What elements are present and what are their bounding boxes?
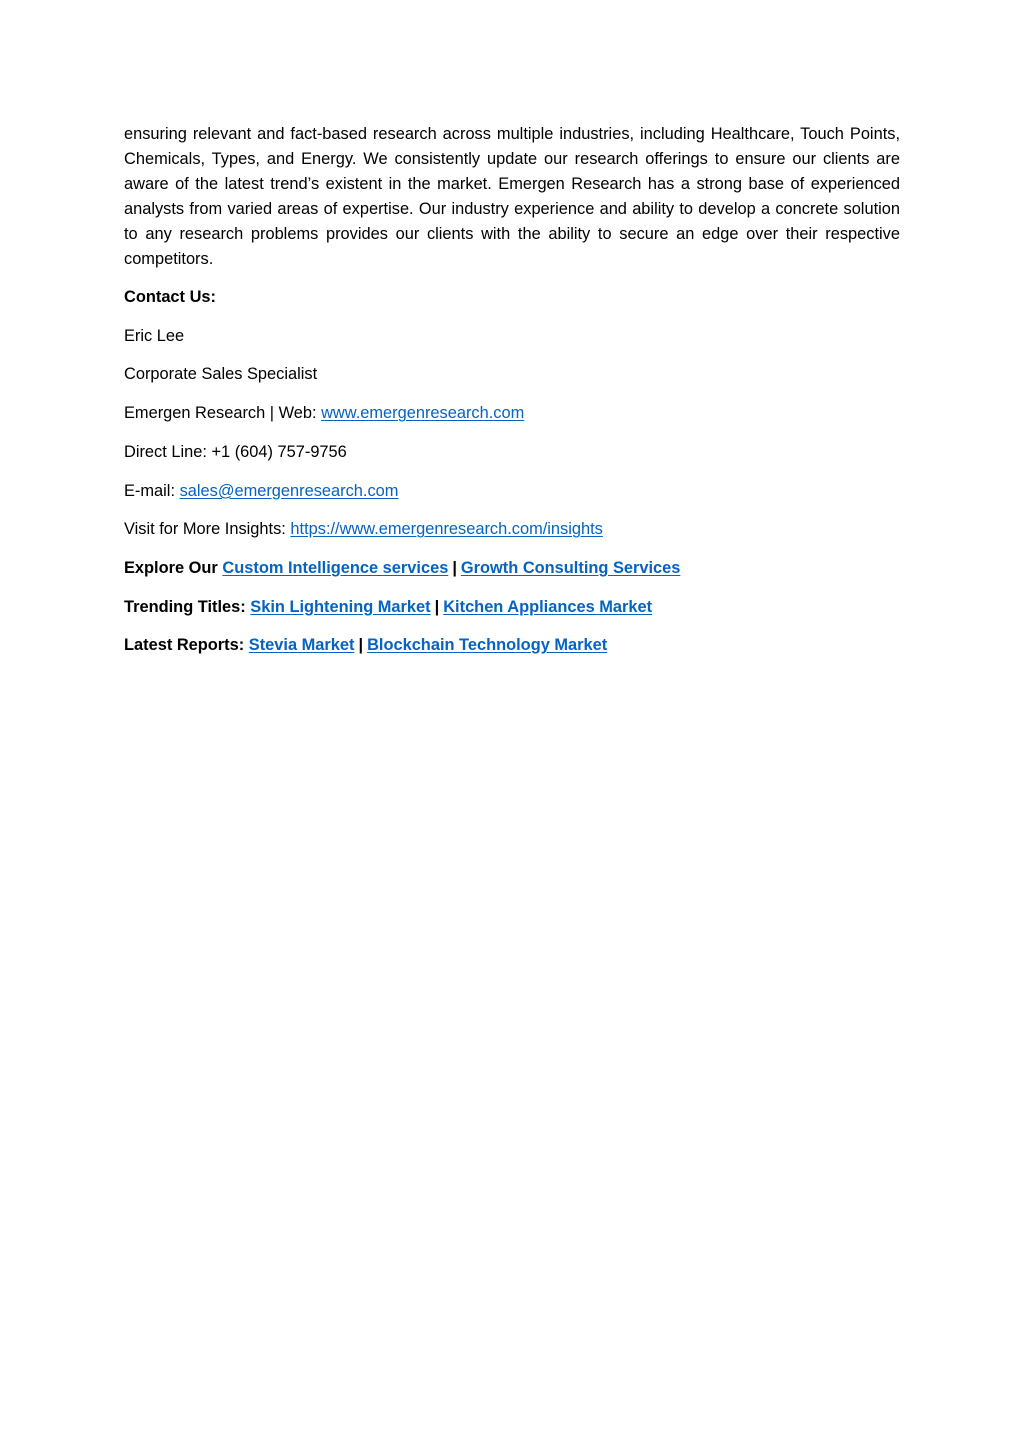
separator: |: [434, 597, 440, 616]
insights-prefix: Visit for More Insights:: [124, 520, 291, 539]
web-line: [124, 401, 900, 427]
document-body: [124, 122, 900, 672]
skin-lightening-link[interactable]: Skin Lightening Market: [250, 597, 431, 616]
contact-title: Corporate Sales Specialist: [124, 365, 318, 384]
blockchain-technology-link[interactable]: Blockchain Technology Market: [367, 636, 608, 655]
contact-heading: Contact Us:: [124, 288, 216, 306]
separator: |: [452, 558, 457, 577]
separator: |: [358, 636, 364, 655]
explore-label: Explore Our: [124, 558, 218, 577]
direct-line: Direct Line: +1 (604) 757-9756: [124, 442, 347, 461]
growth-consulting-link[interactable]: Growth Consulting Services: [460, 558, 681, 577]
custom-intelligence-link[interactable]: Custom Intelligence services: [222, 558, 449, 577]
stevia-market-link[interactable]: Stevia Market: [248, 636, 355, 655]
trending-line: [124, 595, 900, 621]
latest-label: Latest Reports:: [124, 636, 245, 655]
email-link[interactable]: sales@emergenresearch.com: [179, 481, 399, 500]
trending-label: Trending Titles:: [124, 597, 246, 616]
insights-line: [124, 517, 900, 543]
explore-line: [124, 556, 900, 582]
kitchen-appliances-link[interactable]: Kitchen Appliances Market: [443, 597, 653, 616]
email-line: [124, 479, 900, 505]
intro-paragraph: ensuring relevant and fact-based research across multiple industries, including Healthcare, Touch Points, Chemicals, Types, and Energy. We consistently update our research offerings to ensure our clients are aware of the latest trend’s existent in the market. Emergen Research has a strong base of experienced analysts from varied areas of expertise. Our industry experience and ability to develop a concrete solution to any research problems provides our clients with the ability to secure an edge over their respective competitors.: [124, 125, 900, 268]
contact-name: Eric Lee: [124, 326, 185, 345]
latest-line: [124, 633, 900, 659]
email-prefix: E-mail:: [124, 481, 180, 500]
web-prefix: Emergen Research | Web:: [124, 404, 322, 423]
insights-link[interactable]: https://www.emergenresearch.com/insights: [290, 520, 603, 539]
web-link[interactable]: www.emergenresearch.com: [321, 404, 525, 423]
